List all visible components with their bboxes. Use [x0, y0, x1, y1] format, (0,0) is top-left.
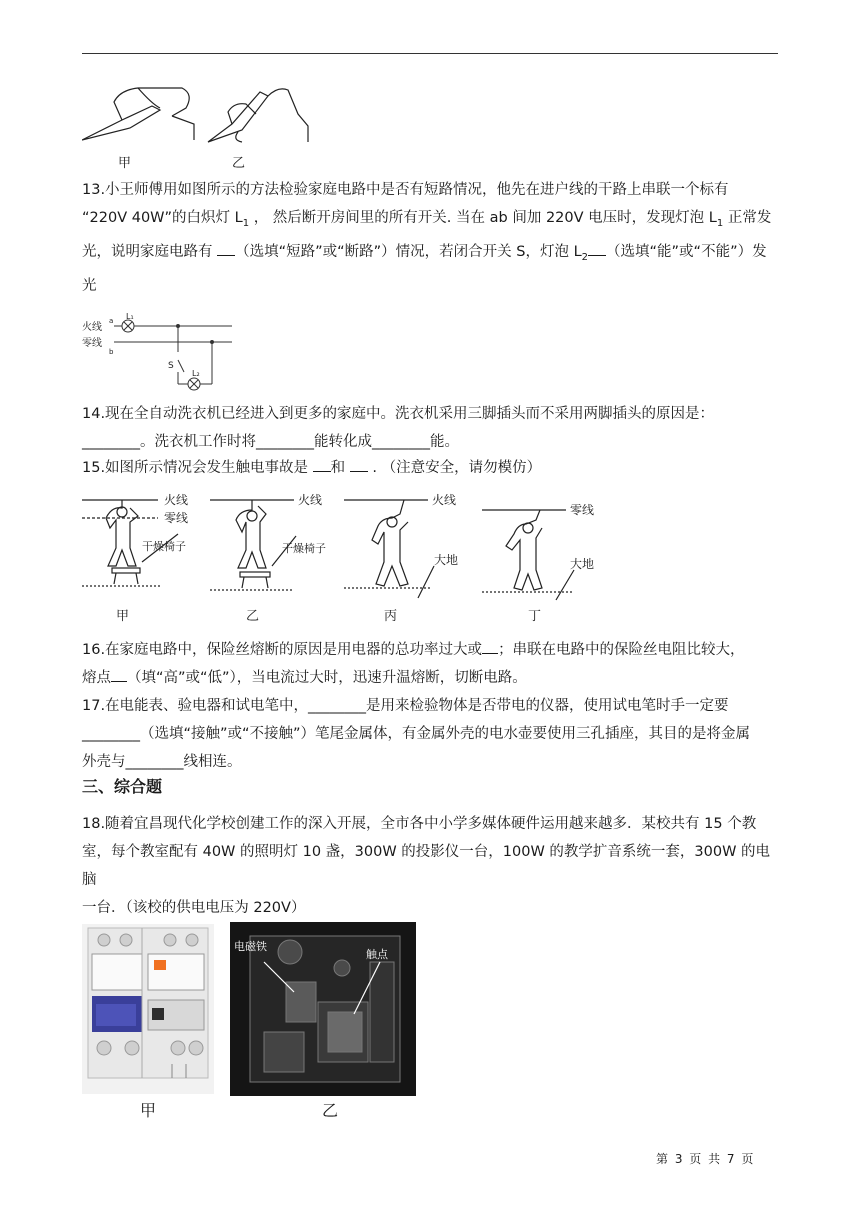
electric-shock-figures	[82, 488, 622, 628]
answer-blank[interactable]	[217, 239, 235, 256]
caption-jia: 甲	[116, 609, 130, 624]
question-13	[82, 176, 778, 300]
answer-blank[interactable]	[313, 455, 331, 472]
caption-ding: 丁	[528, 609, 542, 624]
answer-blank[interactable]	[482, 637, 498, 654]
label-L1: L₁	[126, 312, 134, 321]
q16-line2: 熔点 （填“高”或“低”），当电流过大时，迅速升温熔断，切断电路。	[82, 664, 778, 692]
label-huoxian-yi: 火线	[298, 493, 323, 507]
label-L2: L₂	[192, 369, 200, 378]
question-16	[82, 636, 778, 692]
q13-line4: 光	[82, 277, 97, 294]
fig-caption-yi: 乙	[232, 156, 246, 171]
question-17	[82, 692, 778, 776]
label-chair-yi: 干燥椅子	[282, 542, 326, 555]
breaker-photo	[82, 924, 214, 1094]
header-rule	[82, 53, 778, 54]
q17-line2: ________（选填“接触”或“不接触”）笔尾金属体，有金属外壳的电水壶要使用三孔插座，其目的是将金属	[82, 726, 751, 742]
answer-blank[interactable]	[350, 455, 368, 472]
label-lingxian: 零线	[82, 338, 102, 349]
label-huoxian: 火线	[82, 322, 102, 333]
label-huoxian-jia: 火线	[164, 493, 189, 507]
q15-line1: 15.如图所示情况会发生触电事故是 和 . （注意安全，请勿模仿）	[82, 454, 778, 482]
caption-yi: 乙	[246, 609, 260, 624]
label-chair-jia: 干燥椅子	[142, 540, 186, 553]
answer-blank[interactable]	[111, 665, 127, 682]
circuit-diagram	[82, 312, 242, 392]
q17-line1: 17.在电能表、验电器和试电笔中，________是用来检验物体是否带电的仪器，使用试电笔时手一定要	[82, 698, 729, 714]
q18-line2: 室，每个教室配有 40W 的照明灯 10 盏，300W 的投影仪一台，100W 的教学扩音系统一套，300W 的电脑	[82, 844, 771, 888]
question-18	[82, 810, 778, 922]
q17-line3: 外壳与________线相连。	[82, 754, 242, 770]
page-footer: 第 3 页 共 7 页	[656, 1152, 754, 1166]
q13-line3: 光，说明家庭电路有 （选填“短路”或“断路”）情况，若闭合开关 S，灯泡 $L_2$ （选填“能”或“不能”）发	[82, 238, 778, 272]
question-15	[82, 454, 778, 482]
breaker-interior-photo	[230, 922, 416, 1096]
label-contact: 触点	[366, 948, 388, 961]
label-lingxian-jia: 零线	[164, 511, 189, 525]
q14-line2: ________。洗衣机工作时将________能转化成________能。	[82, 434, 459, 450]
label-S: S	[168, 361, 174, 371]
label-a: a	[109, 317, 114, 325]
caption-bing: 丙	[384, 609, 398, 624]
label-b: b	[109, 348, 114, 356]
label-lingxian-ding: 零线	[570, 503, 595, 517]
label-huoxian-bing: 火线	[432, 493, 457, 507]
label-dadi-bing: 大地	[434, 553, 459, 567]
label-dadi-ding: 大地	[570, 557, 595, 571]
q13-line1: 13.小王师傅用如图所示的方法检验家庭电路中是否有短路情况，他先在进户线的干路上串联一个标有	[82, 182, 729, 198]
q13-line2: “220V 40W”的白炽灯 $L_1$ ， 然后断开房间里的所有开关. 当在 ab 间加 220V 电压时，发现灯泡 $L_1$ 正常发	[82, 210, 772, 229]
q18-line3: 一台．（该校的供电电压为 220V）	[82, 900, 306, 916]
answer-blank[interactable]	[588, 239, 606, 256]
q16-line1: 16.在家庭电路中，保险丝熔断的原因是用电器的总功率过大或 ；串联在电路中的保险丝电阻比较大，	[82, 636, 778, 664]
q14-line1: 14.现在全自动洗衣机已经进入到更多的家庭中。洗衣机采用三脚插头而不采用两脚插头的原因是：	[82, 406, 715, 422]
section-heading: 三、综合题	[82, 777, 163, 796]
fig-caption-jia: 甲	[118, 156, 132, 171]
photo-caption-jia: 甲	[140, 1101, 157, 1120]
q18-line1: 18.随着宜昌现代化学校创建工作的深入开展，全市各中小学多媒体硬件运用越来越多．某校共有 15 个教	[82, 816, 757, 832]
label-electromagnet: 电磁铁	[234, 940, 267, 953]
test-pen-figure	[82, 84, 312, 146]
question-14	[82, 400, 778, 456]
photo-caption-yi: 乙	[322, 1101, 339, 1120]
